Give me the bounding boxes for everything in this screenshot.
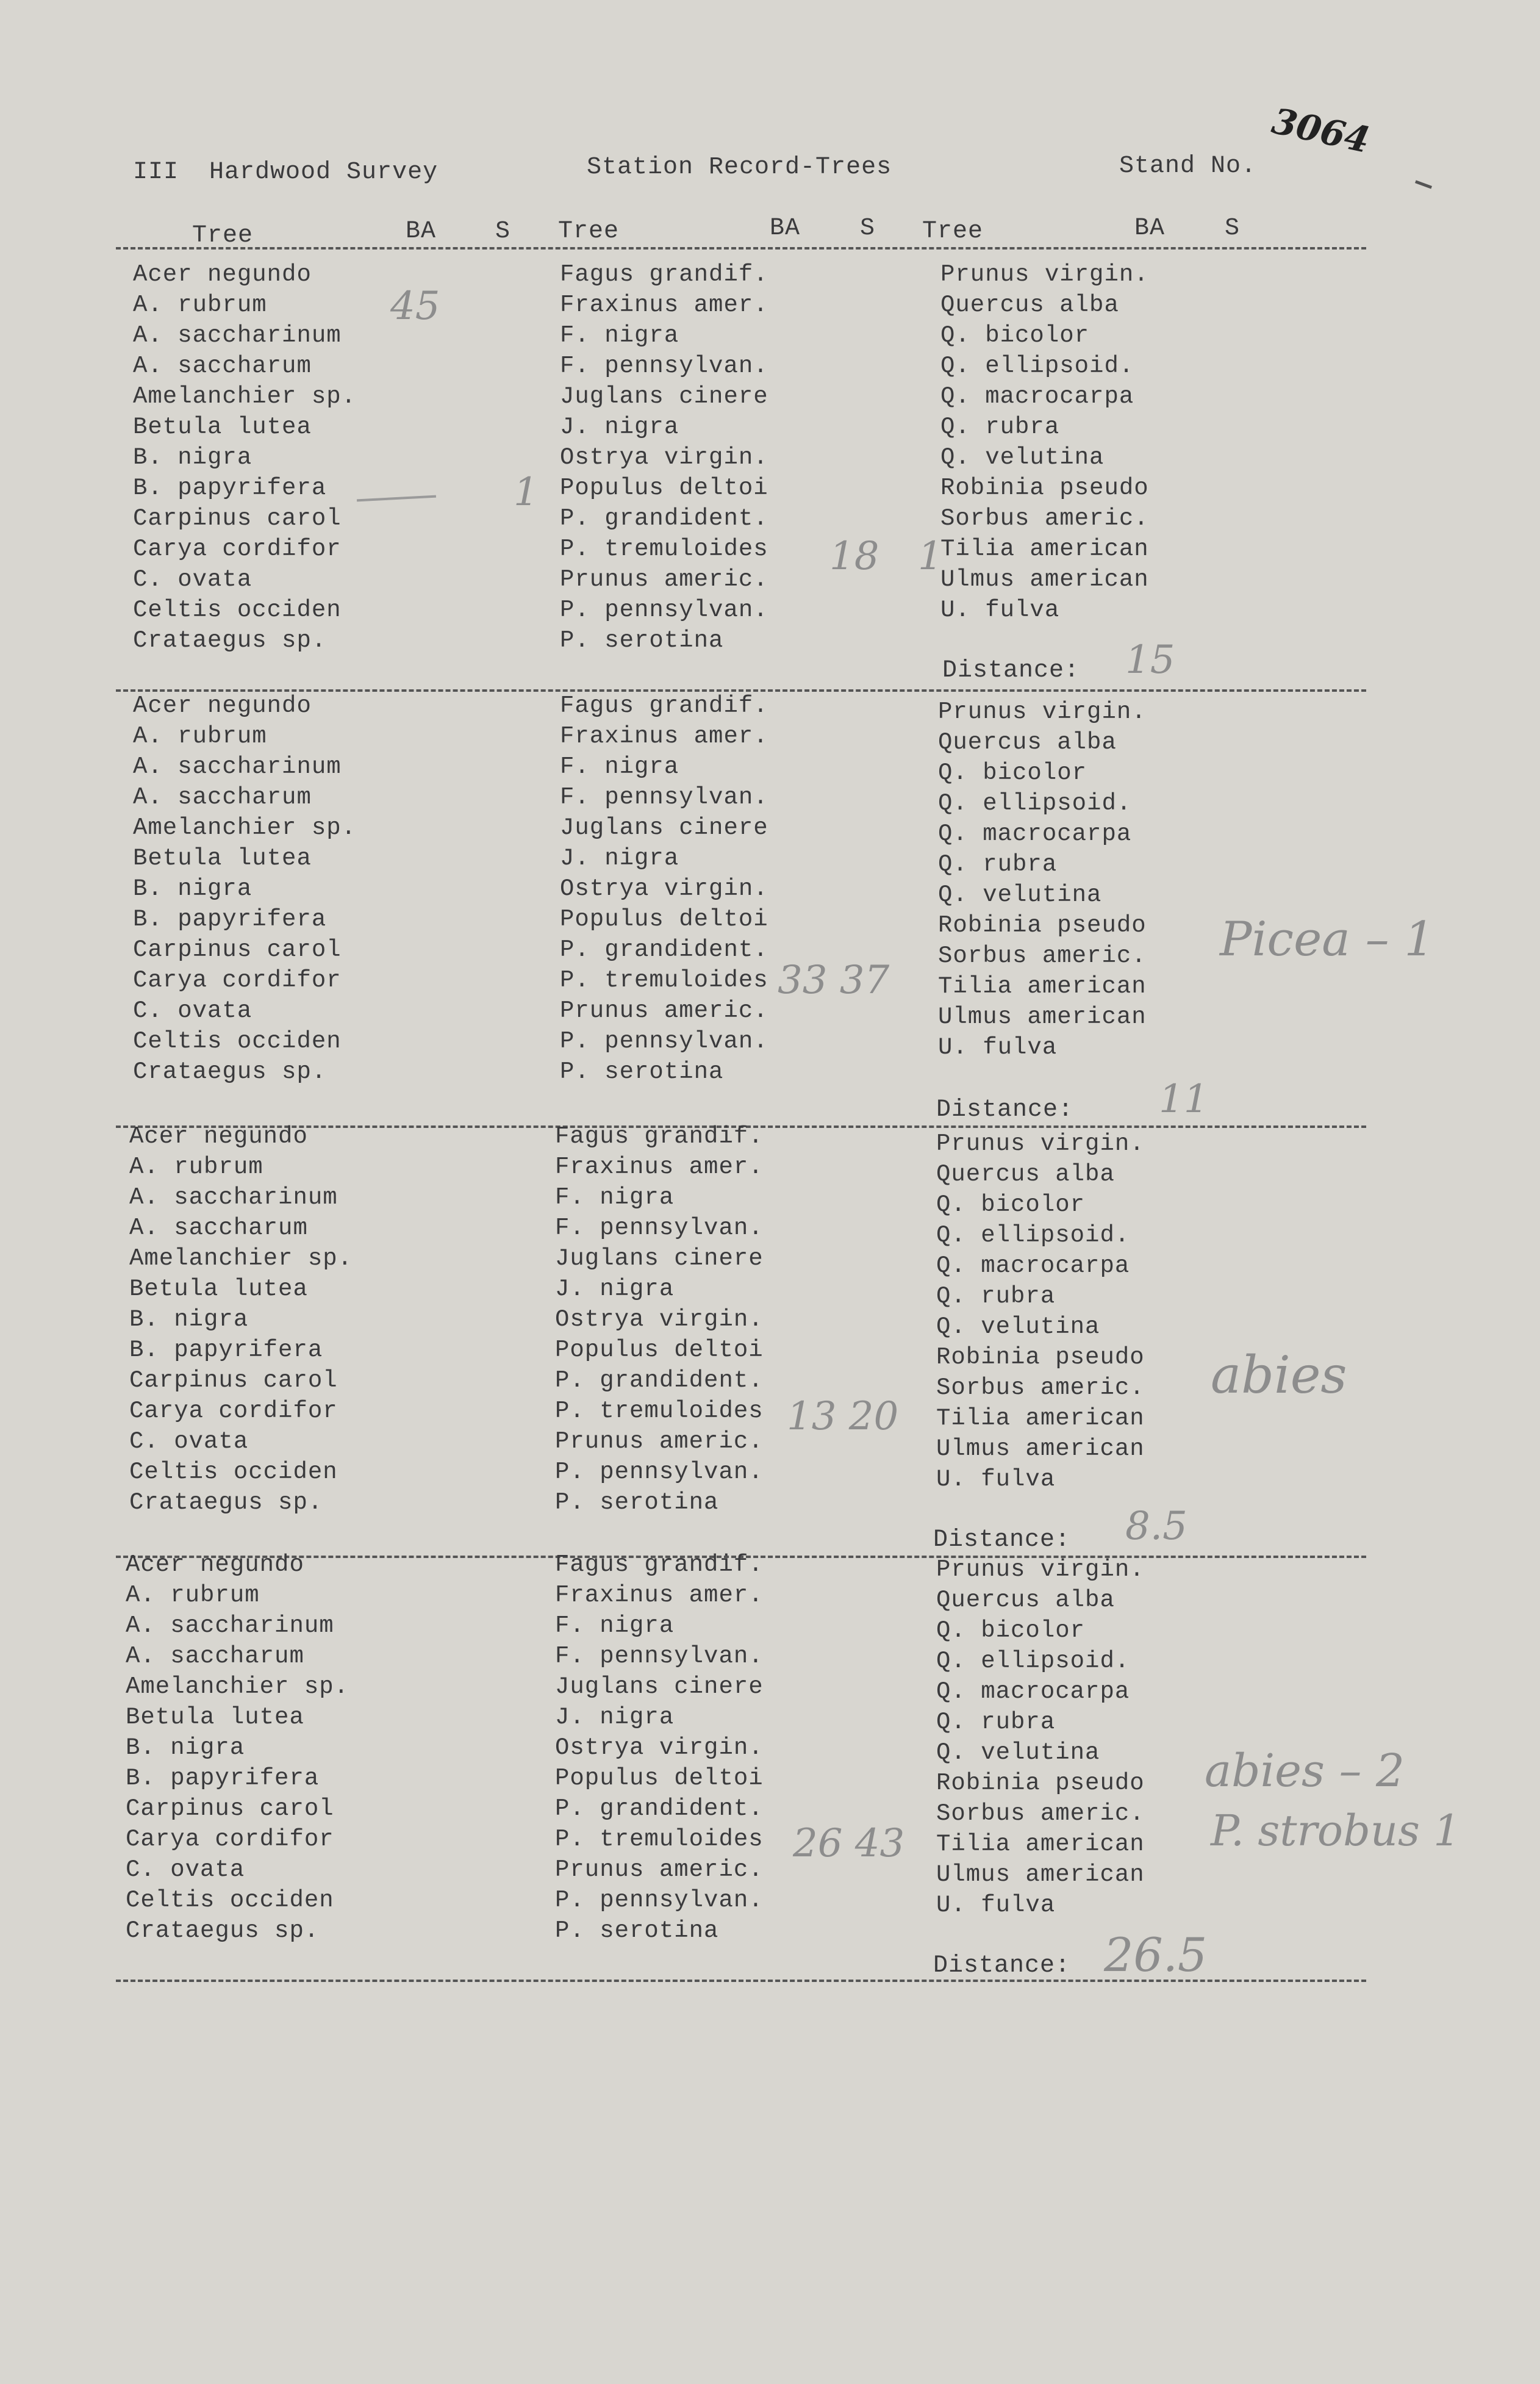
species-item: Sorbus americ. xyxy=(936,1374,1145,1401)
species-item: Betula lutea xyxy=(129,1276,308,1302)
species-item: P. serotina xyxy=(560,1058,724,1085)
species-item: Quercus alba xyxy=(936,1587,1115,1614)
species-item: Fraxinus amer. xyxy=(560,723,768,750)
species-item: Ulmus american xyxy=(936,1435,1145,1462)
species-item: Tilia american xyxy=(938,973,1147,1000)
species-item: F. pennsylvan. xyxy=(555,1215,764,1241)
species-item: Juglans cinere xyxy=(560,383,768,410)
species-item: Fraxinus amer. xyxy=(555,1154,764,1180)
species-item: Acer negundo xyxy=(129,1123,308,1150)
species-item: P. grandident. xyxy=(560,505,768,532)
species-item: Ostrya virgin. xyxy=(560,444,768,471)
handwritten-note: 13 20 xyxy=(787,1394,899,1439)
distance-label: Distance: xyxy=(942,657,1080,684)
species-item: Tilia american xyxy=(936,1831,1145,1858)
species-item: P. pennsylvan. xyxy=(560,1028,768,1055)
survey-title: III Hardwood Survey xyxy=(133,159,439,186)
species-item: Carpinus carol xyxy=(133,936,342,963)
species-item: F. nigra xyxy=(560,753,679,780)
species-item: Crataegus sp. xyxy=(129,1489,323,1516)
species-item: Sorbus americ. xyxy=(940,505,1149,532)
species-item: Populus deltoi xyxy=(560,475,768,501)
species-item: P. serotina xyxy=(555,1917,719,1944)
species-item: B. nigra xyxy=(126,1734,245,1761)
species-item: B. papyrifera xyxy=(133,906,327,933)
species-item: B. nigra xyxy=(129,1306,249,1333)
species-item: Robinia pseudo xyxy=(938,912,1147,939)
species-item: Q. bicolor xyxy=(940,322,1090,349)
species-item: Fagus grandif. xyxy=(560,261,768,288)
species-item: Amelanchier sp. xyxy=(133,814,357,841)
species-item: C. ovata xyxy=(129,1428,249,1455)
species-item: Q. macrocarpa xyxy=(938,820,1132,847)
species-item: Ulmus american xyxy=(936,1861,1145,1888)
col1-ba-header: BA xyxy=(406,218,437,245)
species-item: Fagus grandif. xyxy=(560,692,768,719)
species-item: Ostrya virgin. xyxy=(560,875,768,902)
species-item: B. papyrifera xyxy=(133,475,327,501)
col1-tree-header: Tree xyxy=(192,222,254,250)
species-item: P. grandident. xyxy=(560,936,768,963)
station-4-col2 xyxy=(555,1549,764,1946)
species-item: A. saccharum xyxy=(133,784,312,811)
distance-label: Distance: xyxy=(933,1952,1071,1980)
species-item: Amelanchier sp. xyxy=(126,1673,349,1700)
station-2-col2 xyxy=(560,691,768,1087)
species-item: P. tremuloides xyxy=(560,536,768,562)
species-item: A. saccharinum xyxy=(126,1612,334,1639)
species-item: C. ovata xyxy=(133,566,252,593)
handwritten-note: P. strobus 1 xyxy=(1211,1806,1461,1856)
species-item: Carpinus carol xyxy=(129,1367,338,1394)
species-item: Prunus americ. xyxy=(555,1428,764,1455)
species-item: A. rubrum xyxy=(129,1154,263,1180)
species-item: A. saccharum xyxy=(133,353,312,379)
species-item: Prunus americ. xyxy=(560,997,768,1024)
species-item: Juglans cinere xyxy=(560,814,768,841)
species-item: Fagus grandif. xyxy=(555,1123,764,1150)
species-item: Q. velutina xyxy=(940,444,1105,471)
distance-label: Distance: xyxy=(936,1096,1074,1124)
species-item: Celtis occiden xyxy=(129,1459,338,1485)
station-2-col1 xyxy=(133,691,356,1087)
species-item: Carya cordifor xyxy=(126,1826,334,1853)
species-item: Crataegus sp. xyxy=(133,1058,327,1085)
species-item: Q. bicolor xyxy=(938,759,1087,786)
species-item: Q. velutina xyxy=(938,881,1102,908)
species-item: P. grandident. xyxy=(555,1795,764,1822)
species-item: Acer negundo xyxy=(133,261,312,288)
col3-tree-header: Tree xyxy=(922,218,984,245)
handwritten-note: 1 xyxy=(514,470,539,515)
species-item: A. saccharinum xyxy=(133,753,342,780)
species-item: A. saccharinum xyxy=(133,322,342,349)
distance-value: 11 xyxy=(1159,1077,1209,1122)
distance-value: 15 xyxy=(1125,637,1175,683)
species-item: Quercus alba xyxy=(938,729,1117,756)
station-3-col1 xyxy=(129,1121,353,1518)
handwritten-note: abies – 2 xyxy=(1205,1745,1405,1797)
species-item: Q. velutina xyxy=(936,1313,1100,1340)
species-item: P. tremuloides xyxy=(555,1826,764,1853)
handwritten-note: 1 xyxy=(918,534,943,579)
species-item: Celtis occiden xyxy=(133,597,342,623)
species-item: Carya cordifor xyxy=(129,1398,338,1424)
header-divider xyxy=(116,247,1366,250)
species-item: Ostrya virgin. xyxy=(555,1734,764,1761)
species-item: P. pennsylvan. xyxy=(555,1887,764,1914)
species-item: F. pennsylvan. xyxy=(555,1643,764,1670)
species-item: Prunus americ. xyxy=(560,566,768,593)
ink-mark xyxy=(1415,180,1432,188)
species-item: Prunus virgin. xyxy=(940,261,1149,288)
species-item: Populus deltoi xyxy=(555,1337,764,1363)
tally-stroke xyxy=(357,495,436,502)
col1-s-header: S xyxy=(495,218,511,245)
species-item: Q. ellipsoid. xyxy=(936,1648,1130,1675)
species-item: Robinia pseudo xyxy=(940,475,1149,501)
station-4-col3 xyxy=(936,1554,1145,1920)
species-item: Tilia american xyxy=(936,1405,1145,1432)
species-item: Fraxinus amer. xyxy=(560,292,768,318)
species-item: Amelanchier sp. xyxy=(133,383,357,410)
species-item: F. nigra xyxy=(555,1612,675,1639)
species-item: Carpinus carol xyxy=(133,505,342,532)
species-item: Crataegus sp. xyxy=(133,627,327,654)
species-item: Robinia pseudo xyxy=(936,1344,1145,1371)
species-item: Acer negundo xyxy=(126,1551,304,1578)
species-item: J. nigra xyxy=(555,1704,675,1731)
species-item: Q. rubra xyxy=(936,1283,1056,1310)
station-3-col3 xyxy=(936,1129,1145,1495)
species-item: Robinia pseudo xyxy=(936,1770,1145,1797)
species-item: P. tremuloides xyxy=(560,967,768,994)
species-item: J. nigra xyxy=(560,414,679,440)
species-item: A. saccharum xyxy=(126,1643,304,1670)
handwritten-note: Picea – 1 xyxy=(1220,912,1434,967)
station-1-col2 xyxy=(560,259,768,656)
distance-value: 26.5 xyxy=(1104,1928,1208,1982)
species-item: B. papyrifera xyxy=(126,1765,320,1792)
species-item: Fraxinus amer. xyxy=(555,1582,764,1609)
species-item: U. fulva xyxy=(938,1034,1058,1061)
species-item: A. saccharum xyxy=(129,1215,308,1241)
col2-ba-header: BA xyxy=(770,215,801,242)
species-item: F. nigra xyxy=(560,322,679,349)
species-item: P. pennsylvan. xyxy=(555,1459,764,1485)
species-item: Acer negundo xyxy=(133,692,312,719)
species-item: Quercus alba xyxy=(940,292,1119,318)
species-item: Q. velutina xyxy=(936,1739,1100,1766)
species-item: Ulmus american xyxy=(940,566,1149,593)
species-item: Sorbus americ. xyxy=(938,942,1147,969)
species-item: Carya cordifor xyxy=(133,967,342,994)
species-item: P. tremuloides xyxy=(555,1398,764,1424)
species-item: Crataegus sp. xyxy=(126,1917,320,1944)
station-1-col1 xyxy=(133,259,356,656)
species-item: Betula lutea xyxy=(133,845,312,872)
species-item: A. saccharinum xyxy=(129,1184,338,1211)
species-item: C. ovata xyxy=(126,1856,245,1883)
species-item: Betula lutea xyxy=(126,1704,304,1731)
distance-label: Distance: xyxy=(933,1526,1071,1554)
species-item: Q. macrocarpa xyxy=(940,383,1134,410)
species-item: Celtis occiden xyxy=(126,1887,334,1914)
species-item: Populus deltoi xyxy=(555,1765,764,1792)
species-item: Betula lutea xyxy=(133,414,312,440)
species-item: F. nigra xyxy=(555,1184,675,1211)
stand-number: 3064 xyxy=(1268,99,1373,162)
species-item: Quercus alba xyxy=(936,1161,1115,1188)
handwritten-note: 26 43 xyxy=(793,1821,905,1866)
species-item: Fagus grandif. xyxy=(555,1551,764,1578)
species-item: Sorbus americ. xyxy=(936,1800,1145,1827)
species-item: P. serotina xyxy=(555,1489,719,1516)
species-item: U. fulva xyxy=(936,1466,1056,1493)
species-item: P. grandident. xyxy=(555,1367,764,1394)
record-title: Station Record-Trees xyxy=(587,154,892,181)
species-item: Q. macrocarpa xyxy=(936,1252,1130,1279)
station-2-col3 xyxy=(938,697,1147,1063)
species-item: Q. ellipsoid. xyxy=(938,790,1132,817)
species-item: Ostrya virgin. xyxy=(555,1306,764,1333)
species-item: Carpinus carol xyxy=(126,1795,334,1822)
handwritten-note: 18 xyxy=(829,534,879,579)
species-item: Prunus virgin. xyxy=(938,698,1147,725)
species-item: Tilia american xyxy=(940,536,1149,562)
col3-s-header: S xyxy=(1225,215,1241,242)
species-item: Juglans cinere xyxy=(555,1673,764,1700)
species-item: Celtis occiden xyxy=(133,1028,342,1055)
species-item: Q. rubra xyxy=(936,1709,1056,1736)
species-item: Populus deltoi xyxy=(560,906,768,933)
handwritten-note: 33 37 xyxy=(778,958,890,1003)
station-4-col1 xyxy=(126,1549,349,1946)
species-item: U. fulva xyxy=(936,1892,1056,1919)
species-item: B. papyrifera xyxy=(129,1337,323,1363)
species-item: Q. macrocarpa xyxy=(936,1678,1130,1705)
species-item: F. pennsylvan. xyxy=(560,353,768,379)
stand-label: Stand No. xyxy=(1119,153,1257,180)
handwritten-note: 45 xyxy=(390,284,440,329)
col2-s-header: S xyxy=(860,215,876,242)
station-divider xyxy=(116,1980,1366,1982)
species-item: Prunus virgin. xyxy=(936,1556,1145,1583)
species-item: Prunus americ. xyxy=(555,1856,764,1883)
species-item: Q. rubra xyxy=(940,414,1060,440)
species-item: Ulmus american xyxy=(938,1004,1147,1030)
species-item: Q. ellipsoid. xyxy=(940,353,1134,379)
species-item: A. rubrum xyxy=(126,1582,260,1609)
species-item: C. ovata xyxy=(133,997,252,1024)
species-item: F. pennsylvan. xyxy=(560,784,768,811)
species-item: P. pennsylvan. xyxy=(560,597,768,623)
species-item: B. nigra xyxy=(133,875,252,902)
species-item: P. serotina xyxy=(560,627,724,654)
station-3-col2 xyxy=(555,1121,764,1518)
species-item: J. nigra xyxy=(555,1276,675,1302)
species-item: Q. bicolor xyxy=(936,1191,1086,1218)
handwritten-note: abies xyxy=(1211,1345,1347,1405)
species-item: Q. rubra xyxy=(938,851,1058,878)
species-item: A. rubrum xyxy=(133,292,267,318)
col3-ba-header: BA xyxy=(1134,215,1166,242)
species-item: Amelanchier sp. xyxy=(129,1245,353,1272)
species-item: Q. ellipsoid. xyxy=(936,1222,1130,1249)
species-item: U. fulva xyxy=(940,597,1060,623)
species-item: B. nigra xyxy=(133,444,252,471)
distance-value: 8.5 xyxy=(1125,1504,1187,1549)
species-item: Prunus virgin. xyxy=(936,1130,1145,1157)
species-item: J. nigra xyxy=(560,845,679,872)
species-item: Carya cordifor xyxy=(133,536,342,562)
species-item: Juglans cinere xyxy=(555,1245,764,1272)
station-1-col3 xyxy=(940,259,1149,625)
species-item: Q. bicolor xyxy=(936,1617,1086,1644)
col2-tree-header: Tree xyxy=(558,218,620,245)
species-item: A. rubrum xyxy=(133,723,267,750)
